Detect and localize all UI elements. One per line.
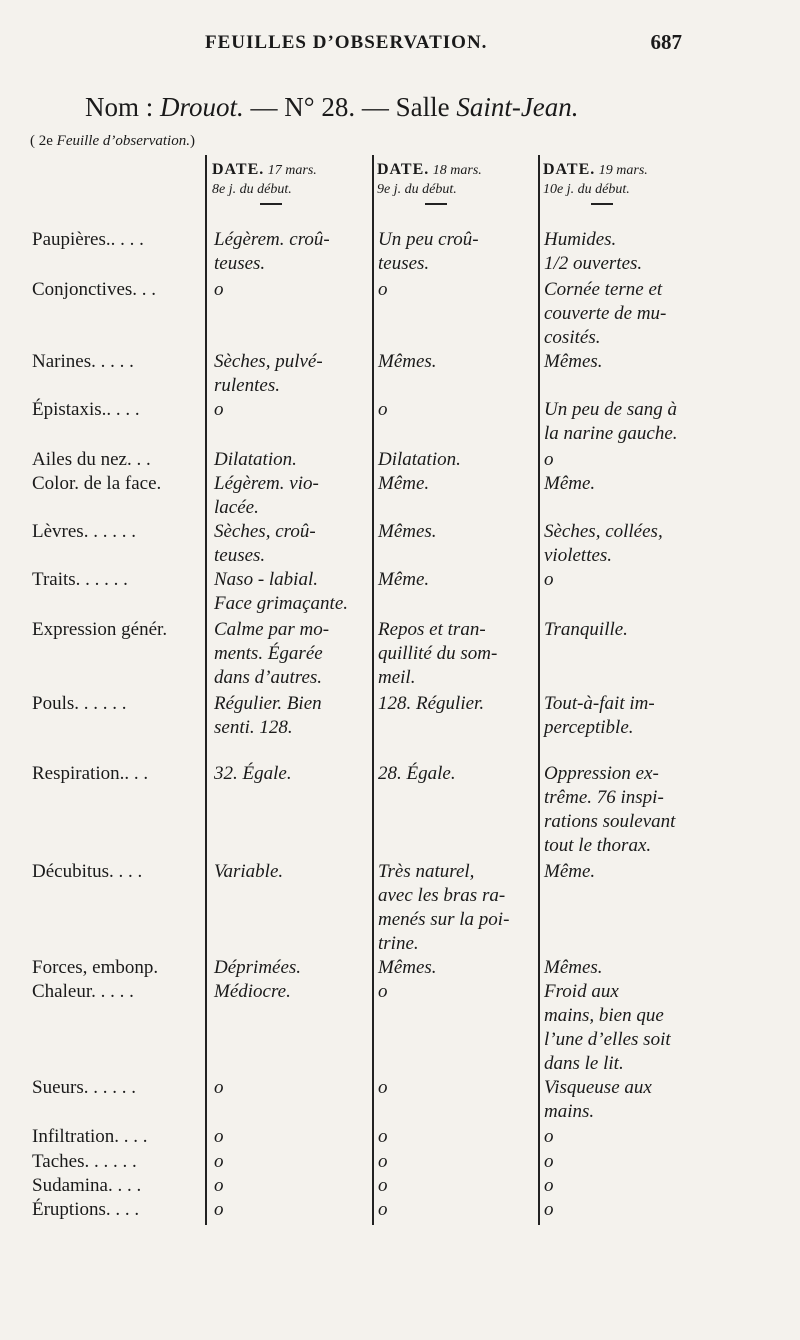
row-value: Mêmes. (544, 351, 603, 372)
row-value: o (544, 449, 554, 470)
row-value: o (214, 1199, 224, 1220)
row-value: Dilatation. (378, 449, 461, 470)
patient-heading (85, 92, 579, 123)
row-value: Mêmes. (544, 957, 603, 978)
patient-name: Drouot. (160, 92, 244, 122)
row-label: Paupières.. . . . (32, 229, 144, 250)
row-value: o (214, 1077, 224, 1098)
row-value: Humides. 1/2 ouvertes. (544, 229, 643, 274)
row-value: Naso - labial. Face grimaçante. (214, 569, 349, 614)
column-day: 8e j. du début. (212, 182, 292, 197)
row-label: Lèvres. . . . . . (32, 521, 136, 542)
row-value: o (378, 1199, 388, 1220)
row-value: Même. (378, 569, 430, 590)
row-value: Calme par mo- ments. Égarée dans d’autres. (214, 619, 330, 688)
row-label: Color. de la face. (32, 473, 162, 494)
row-value: o (378, 981, 388, 1002)
row-value: o (378, 1126, 388, 1147)
ward-name: Saint-Jean. (456, 92, 579, 122)
row-value: o (214, 1126, 224, 1147)
ward-label: Salle (395, 92, 450, 122)
row-value: Tout-à-fait im- perceptible. (544, 693, 655, 738)
row-value: Légèrem. croû- teuses. (214, 229, 330, 274)
date-label: DATE. (543, 161, 596, 178)
row-value: Froid aux mains, bien que l’une d’elles soit dans le lit. (544, 981, 671, 1074)
header-dash (591, 203, 613, 205)
row-value: o (378, 279, 388, 300)
column-date: 17 mars. (267, 163, 317, 178)
row-label: Narines. . . . . (32, 351, 134, 372)
name-label: Nom : (85, 92, 154, 122)
row-value: o (544, 1151, 554, 1172)
row-value: o (378, 1151, 388, 1172)
row-label: Épistaxis.. . . . (32, 399, 140, 420)
row-value: 32. Égale. (214, 763, 292, 784)
sheet-note-text: Feuille d’observation. (56, 133, 190, 149)
row-value: o (214, 279, 224, 300)
running-head-title: FEUILLES D’OBSERVATION. (205, 32, 488, 53)
row-value: Sèches, collées, violettes. (544, 521, 663, 566)
row-value: 28. Égale. (378, 763, 456, 784)
row-label: Éruptions. . . . (32, 1199, 140, 1220)
row-label: Traits. . . . . . (32, 569, 128, 590)
row-label: Conjonctives. . . (32, 279, 157, 300)
row-value: Cornée terne et couverte de mu- cosités. (544, 279, 667, 348)
row-value: Mêmes. (378, 521, 437, 542)
row-value: Repos et tran- quillité du som- meil. (378, 619, 498, 688)
row-value: o (378, 1175, 388, 1196)
sheet-note (30, 133, 195, 150)
column-rule (372, 155, 374, 1225)
row-value: o (214, 399, 224, 420)
page-number: 687 (650, 30, 682, 54)
row-value: Mêmes. (378, 957, 437, 978)
row-value: Mêmes. (378, 351, 437, 372)
row-value: Déprimées. (214, 957, 302, 978)
row-value: Très naturel, avec les bras ra- menés sur la poi- trine. (378, 861, 510, 954)
running-head (0, 32, 800, 62)
row-value: o (544, 1199, 554, 1220)
row-value: Visqueuse aux mains. (544, 1077, 652, 1122)
row-label: Décubitus. . . . (32, 861, 143, 882)
row-label: Forces, embonp. (32, 957, 159, 978)
header-dash (425, 203, 447, 205)
row-value: Sèches, croû- teuses. (214, 521, 316, 566)
row-label: Respiration.. . . (32, 763, 149, 784)
row-value: o (544, 1126, 554, 1147)
row-value: Variable. (214, 861, 284, 882)
row-label: Pouls. . . . . . (32, 693, 127, 714)
row-label: Expression génér. (32, 619, 168, 640)
column-header (543, 160, 705, 205)
column-header (377, 160, 539, 205)
sheet-note-suffix: ) (189, 133, 195, 149)
row-value: Même. (544, 861, 596, 882)
column-rule (538, 155, 540, 1225)
row-value: 128. Régulier. (378, 693, 485, 714)
header-dash (260, 203, 282, 205)
row-value: Tranquille. (544, 619, 628, 640)
row-value: Même. (544, 473, 596, 494)
column-day: 9e j. du début. (377, 182, 457, 197)
row-value: Oppression ex- trême. 76 inspi- rations soulevant tout le thorax. (544, 763, 676, 856)
row-value: Sèches, pulvé- rulentes. (214, 351, 323, 396)
row-label: Ailes du nez. . . (32, 449, 151, 470)
row-value: Dilatation. (214, 449, 297, 470)
column-day: 10e j. du début. (543, 182, 630, 197)
column-header (212, 160, 374, 205)
date-label: DATE. (377, 161, 430, 178)
row-value: o (378, 1077, 388, 1098)
row-label: Taches. . . . . . (32, 1151, 137, 1172)
row-value: Médiocre. (214, 981, 291, 1002)
row-label: Chaleur. . . . . (32, 981, 134, 1002)
date-label: DATE. (212, 161, 265, 178)
row-value: o (544, 1175, 554, 1196)
row-value: o (544, 569, 554, 590)
row-value: o (378, 399, 388, 420)
column-date: 19 mars. (598, 163, 648, 178)
row-value: o (214, 1151, 224, 1172)
row-value: Un peu croû- teuses. (378, 229, 479, 274)
row-value: Un peu de sang à la narine gauche. (544, 399, 678, 444)
patient-number: — N° 28. — (250, 92, 389, 122)
column-date: 18 mars. (432, 163, 482, 178)
row-value: Légèrem. vio- lacée. (214, 473, 319, 518)
row-value: Régulier. Bien senti. 128. (214, 693, 322, 738)
row-value: o (214, 1175, 224, 1196)
column-rule (205, 155, 207, 1225)
row-label: Sueurs. . . . . . (32, 1077, 136, 1098)
row-value: Même. (378, 473, 430, 494)
row-label: Sudamina. . . . (32, 1175, 142, 1196)
row-label: Infiltration. . . . (32, 1126, 148, 1147)
sheet-note-prefix: ( 2e (30, 133, 53, 149)
